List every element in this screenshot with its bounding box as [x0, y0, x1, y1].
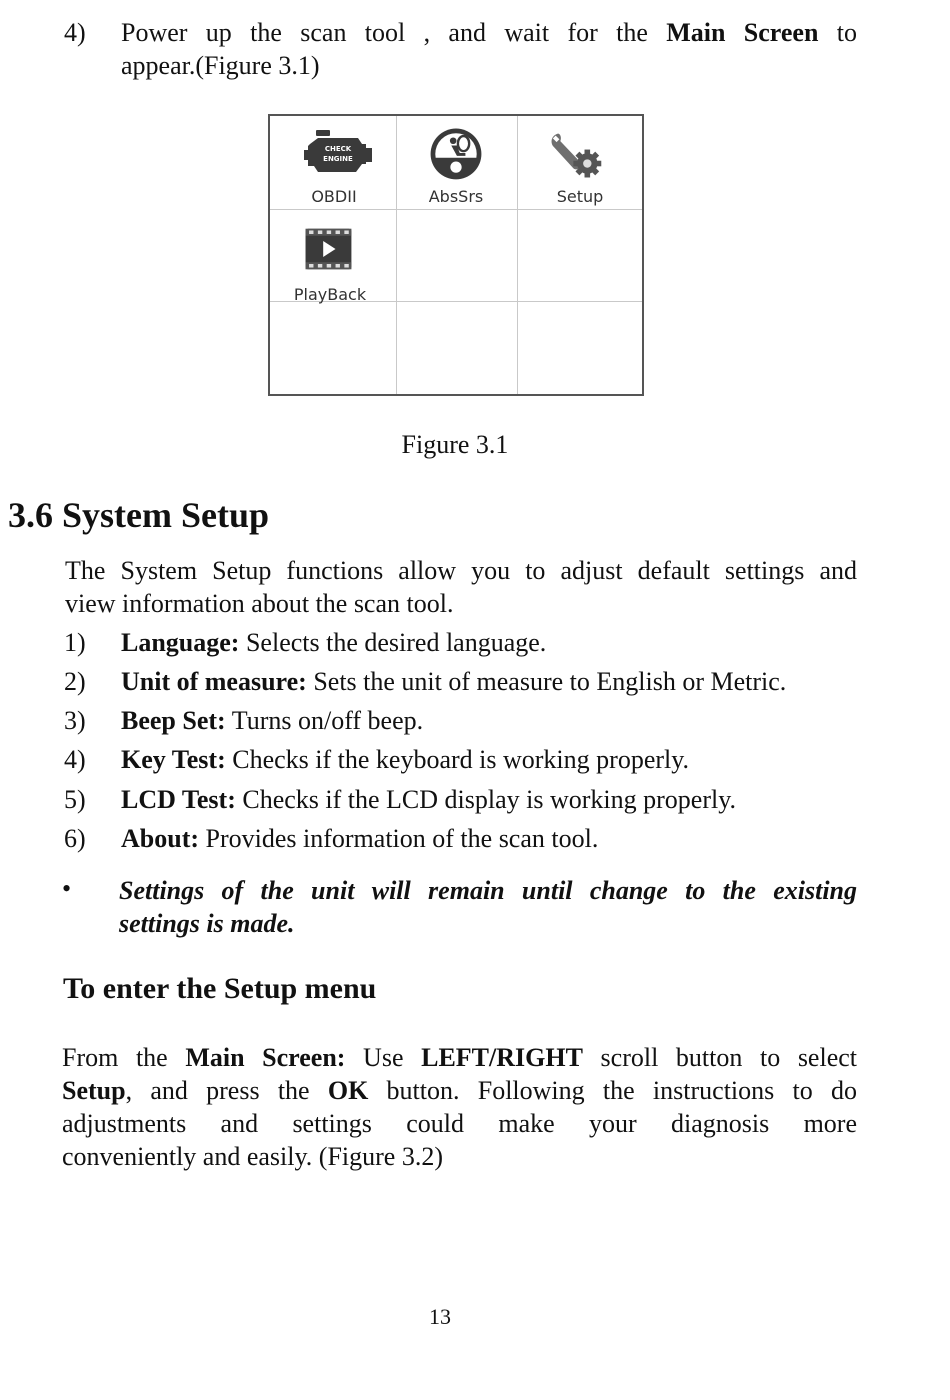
step-text-line1: Power up the scan tool , and wait for the Main Screen to: [121, 18, 857, 47]
step-text-line2: appear.(Figure 3.1): [121, 51, 320, 80]
svg-text:CHECK: CHECK: [324, 145, 352, 153]
subsection-title: To enter the Setup menu: [63, 972, 377, 1005]
figure-caption: Figure 3.1: [401, 430, 509, 459]
para-line2: Setup, and press the OK button. Following the instructions to do: [62, 1076, 857, 1105]
step-number: 4): [64, 18, 86, 47]
section-title: 3.6 System Setup: [8, 495, 270, 535]
airbag-icon: [424, 122, 488, 184]
page-number: 13: [429, 1304, 451, 1329]
note-line2: settings is made.: [119, 909, 295, 938]
obdii-label: OBDII: [311, 187, 357, 206]
note-bullet: •: [62, 874, 72, 903]
para-line4: conveniently and easily. (Figure 3.2): [62, 1142, 443, 1171]
playback-tile: [270, 210, 390, 302]
abssrs-label: AbsSrs: [428, 187, 484, 206]
svg-text:ENGINE: ENGINE: [323, 155, 353, 163]
para-line1: From the Main Screen: Use LEFT/RIGHT scroll button to select: [62, 1043, 858, 1072]
obdii-tile: [274, 116, 394, 208]
intro-line1: The System Setup functions allow you to adjust default settings and: [65, 556, 857, 585]
setup-label: Setup: [556, 187, 604, 206]
check-engine-icon: [304, 124, 372, 182]
intro-line2: view information about the scan tool.: [65, 589, 454, 618]
wrench-gear-icon: [546, 130, 610, 184]
note-line1: Settings of the unit will remain until change to the existing: [119, 876, 857, 905]
film-play-icon: [302, 222, 362, 276]
playback-label: PlayBack: [293, 285, 367, 304]
main-screen-figure: [268, 114, 644, 396]
abssrs-tile: [396, 116, 516, 208]
para-line3: adjustments and settings could make your diagnosis more: [62, 1109, 857, 1138]
setup-tile: [520, 116, 640, 208]
